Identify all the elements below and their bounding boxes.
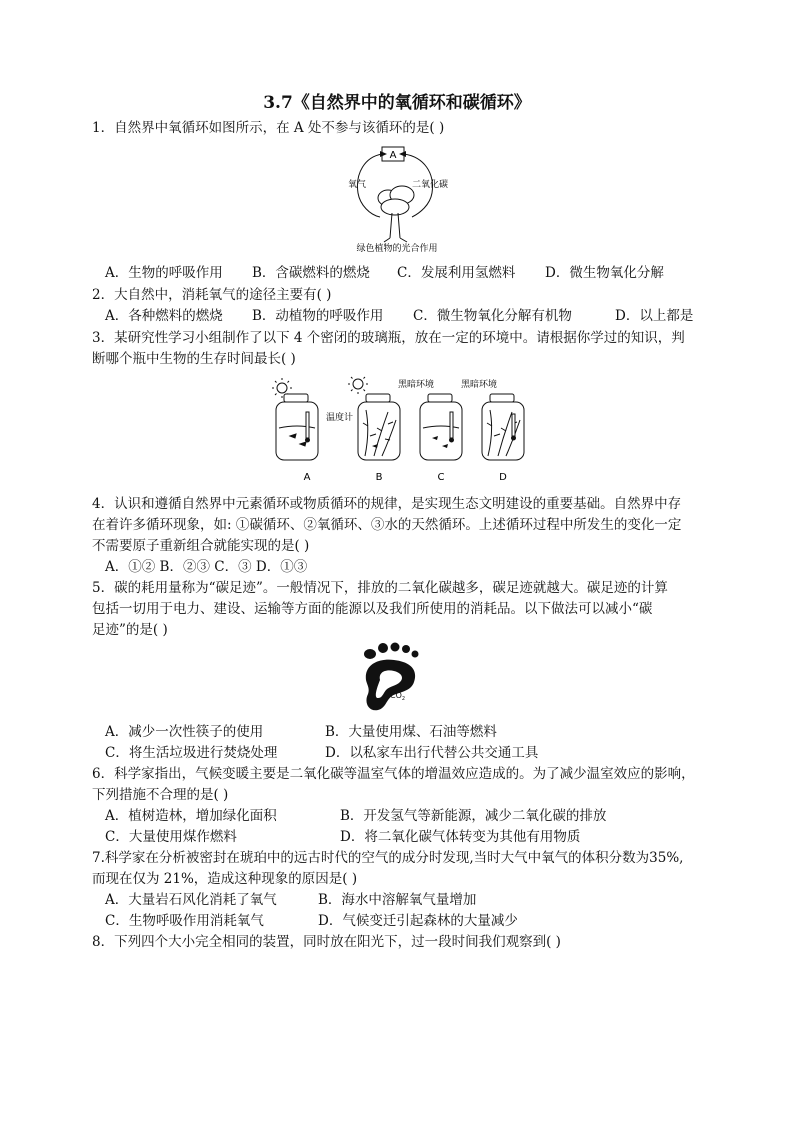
q5-option-c[interactable]: C．将生活垃圾进行焚烧处理 [105,745,278,761]
dark-label-c: 黑暗环境 [397,380,435,390]
q2-option-d[interactable]: D．以上都是 [615,308,694,324]
question-4-stem-1: 4．认识和遵循自然界中元素循环或物质循环的规律，是实现生态文明建设的重要基础。自然界中存 [92,496,682,512]
question-4-stem-2: 在着许多循环现象，如: ①碳循环、②氧循环、③水的天然循环。上述循环过程中所发生的变化一定 [92,517,682,533]
dark-label-d: 黑暗环境 [460,380,498,390]
carbon-footprint-figure [356,640,432,716]
question-7-stem-2: 而现在仅为 21%，造成这种现象的原因是( ) [92,871,358,887]
question-2-stem: 2．大自然中，消耗氧气的途径主要有( ) [92,287,332,303]
question-3-stem-1: 3．某研究性学习小组制作了以下 4 个密闭的玻璃瓶，放在一定的环境中。请根据你学过的知识，判 [92,330,685,346]
question-4-stem-3: 不需要原子重新组合就能实现的是( ) [92,538,310,554]
question-5-stem-3: 足迹”的是( ) [92,622,168,638]
q2-option-b[interactable]: B．动植物的呼吸作用 [252,308,384,324]
q1-option-a[interactable]: A．生物的呼吸作用 [105,265,223,281]
q1-option-c[interactable]: C．发展利用氢燃料 [397,265,516,281]
q1-option-d[interactable]: D．微生物氧化分解 [545,265,664,281]
tree-icon [378,186,414,242]
jar-a [276,394,318,460]
question-5-stem-2: 包括一切用于电力、建设、运输等方面的能源以及我们所使用的消耗品。以下做法可以减小“碳 [92,601,653,617]
question-6-stem-2: 下列措施不合理的是( ) [92,787,229,803]
figure-label-co2: 二氧化碳 [412,180,449,190]
figure-box-a-label: A [389,150,397,161]
question-3-stem-2: 断哪个瓶中生物的生存时间最长( ) [92,351,296,367]
q5-option-a[interactable]: A．减少一次性筷子的使用 [105,724,264,740]
sun-icon-b [348,376,368,394]
q5-option-b[interactable]: B．大量使用煤、石油等燃料 [325,724,497,740]
footprint-icon [364,643,419,711]
q7-option-b[interactable]: B．海水中溶解氧气量增加 [318,892,477,908]
q7-option-d[interactable]: D．气候变迁引起森林的大量减少 [318,913,518,929]
q6-option-d[interactable]: D．将二氧化碳气体转变为其他有用物质 [340,829,581,845]
q7-option-c[interactable]: C．生物呼吸作用消耗氧气 [105,913,264,929]
q2-option-c[interactable]: C．微生物氧化分解有机物 [413,308,572,324]
q6-option-c[interactable]: C．大量使用煤作燃料 [105,829,237,845]
question-7-stem-1: 7.科学家在分析被密封在琥珀中的远古时代的空气的成分时发现,当时大气中氧气的体积分数为35%, [92,850,684,866]
question-5-stem-1: 5．碳的耗用量称为“碳足迹”。一般情况下，排放的二氧化碳越多，碳足迹就越大。碳足迹的计算 [92,580,668,596]
oxygen-cycle-figure [340,143,455,255]
thermometer-label: 温度计 [326,413,354,423]
co2-label: $CO_2$ [390,691,406,702]
q1-option-b[interactable]: B．含碳燃料的燃烧 [252,265,370,281]
jar-b [358,394,400,460]
jar-c [420,394,462,460]
q7-option-a[interactable]: A．大量岩石风化消耗了氧气 [105,892,277,908]
q4-options[interactable]: A．①② B．②③ C．③ D．①③ [105,559,308,575]
figure-caption: 绿色植物的光合作用 [356,244,438,254]
jar-label-d: D [499,472,507,483]
q6-option-b[interactable]: B．开发氢气等新能源，减少二氧化碳的排放 [340,808,607,824]
question-1-stem: 1．自然界中氧循环如图所示，在 A 处不参与该循环的是( ) [92,120,445,136]
question-6-stem-1: 6．科学家指出，气候变暖主要是二氧化碳等温室气体的增温效应造成的。为了减少温室效应的影响， [92,766,695,782]
q2-option-a[interactable]: A．各种燃料的燃烧 [105,308,223,324]
question-8-stem: 8．下列四个大小完全相同的装置，同时放在阳光下，过一段时间我们观察到( ) [92,934,561,950]
figure-label-oxygen: 氧气 [348,180,367,190]
jar-d [482,394,524,460]
jar-label-c: C [437,472,445,483]
jars-figure [270,376,530,486]
jar-label-b: B [375,472,383,483]
q5-option-d[interactable]: D．以私家车出行代替公共交通工具 [325,745,539,761]
q6-option-a[interactable]: A．植树造林，增加绿化面积 [105,808,277,824]
page-title: 3.7《自然界中的氧循环和碳循环》 [263,93,531,113]
jar-label-a: A [303,472,311,483]
